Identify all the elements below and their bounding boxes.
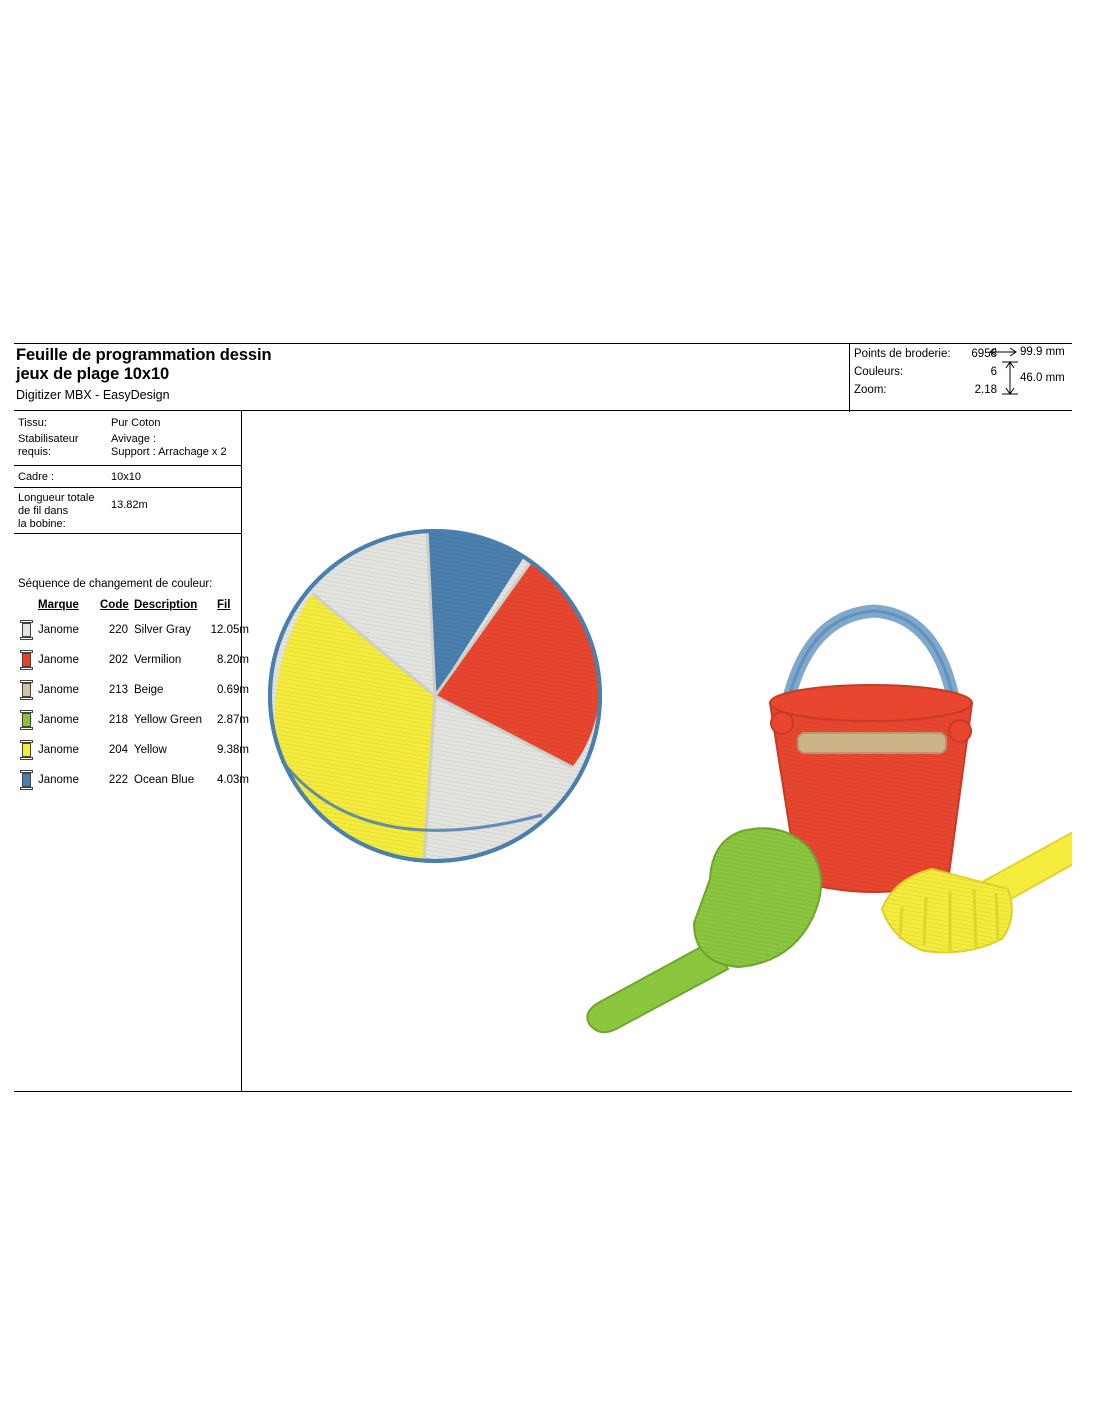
stat-stitches-value: 6958 (971, 348, 997, 360)
color-row (14, 736, 249, 765)
color-brand: Janome (38, 624, 79, 636)
color-description: Yellow (134, 744, 167, 756)
thread-spool-icon (20, 710, 33, 730)
color-row (14, 616, 249, 645)
thread-spool-icon (20, 680, 33, 700)
embroidery-design-illustration (242, 411, 1072, 1091)
column-header-code: Code (100, 599, 129, 611)
stat-colors-label: Couleurs: (854, 366, 904, 378)
color-brand: Janome (38, 744, 79, 756)
color-description: Beige (134, 684, 164, 696)
thread-spool-icon (20, 740, 33, 760)
hoop-label: Cadre : (18, 471, 55, 483)
header-titles (16, 346, 636, 403)
color-brand: Janome (38, 774, 79, 786)
color-brand: Janome (38, 684, 79, 696)
thread-spool-icon (20, 770, 33, 790)
stabilizer-label-1: Stabilisateur (18, 433, 79, 445)
color-code: 220 (108, 624, 128, 636)
color-description: Yellow Green (134, 714, 202, 726)
height-dimension: 46.0 mm (1020, 372, 1065, 384)
header-band (14, 343, 1072, 411)
width-dimension: 99.9 mm (1020, 346, 1065, 358)
bobbin-value: 13.82m (111, 499, 148, 511)
fabric-label: Tissu: (18, 417, 47, 429)
bobbin-label-2: de fil dans (18, 505, 69, 517)
page-title-line1: Feuille de programmation dessin (16, 346, 272, 364)
info-divider-2 (14, 487, 241, 488)
thread-spool-icon (20, 620, 33, 640)
stat-zoom-label: Zoom: (854, 384, 887, 396)
color-brand: Janome (38, 654, 79, 666)
color-brand: Janome (38, 714, 79, 726)
dimension-indicators (988, 346, 1070, 408)
color-thread-length: 4.03m (217, 774, 249, 786)
color-code: 218 (108, 714, 128, 726)
column-header-thread: Fil (217, 599, 231, 611)
color-code: 213 (108, 684, 128, 696)
info-column (14, 411, 249, 1091)
software-name: Digitizer MBX - EasyDesign (16, 388, 170, 402)
stat-colors-value: 6 (990, 366, 997, 378)
hoop-value: 10x10 (111, 471, 141, 483)
info-divider-3 (14, 533, 241, 534)
beach-ball-motif (270, 529, 600, 863)
bobbin-label-1: Longueur totale (18, 492, 95, 504)
stat-zoom-value: 2.18 (974, 384, 997, 396)
color-thread-length: 8.20m (217, 654, 249, 666)
fabric-value: Pur Coton (111, 417, 161, 429)
page-title-line2: jeux de plage 10x10 (16, 365, 170, 383)
info-divider-1 (14, 465, 241, 466)
stabilizer-value-2: Support : Arrachage x 2 (111, 446, 227, 458)
column-header-brand: Marque (38, 599, 79, 611)
color-thread-length: 0.69m (217, 684, 249, 696)
sheet-bottom-rule (14, 1091, 1072, 1092)
stabilizer-label-2: requis: (18, 446, 52, 458)
color-description: Silver Gray (134, 624, 191, 636)
design-preview (242, 411, 1072, 1091)
color-thread-length: 2.87m (217, 714, 249, 726)
color-description: Ocean Blue (134, 774, 195, 786)
color-row (14, 646, 249, 675)
color-thread-length: 9.38m (217, 744, 249, 756)
stat-stitches-label: Points de broderie: (854, 348, 951, 360)
color-row (14, 676, 249, 705)
color-code: 222 (108, 774, 128, 786)
color-description: Vermilion (134, 654, 182, 666)
color-row (14, 766, 249, 795)
color-thread-length: 12.05m (210, 624, 249, 636)
bobbin-label-3: la bobine: (18, 518, 66, 530)
thread-spool-icon (20, 650, 33, 670)
stabilizer-value-1: Avivage : (111, 433, 157, 445)
color-code: 202 (108, 654, 128, 666)
programming-sheet (14, 343, 1072, 1091)
shovel-motif (587, 828, 821, 1032)
column-header-description: Description (134, 599, 198, 611)
color-row (14, 706, 249, 735)
sequence-title: Séquence de changement de couleur: (18, 578, 213, 590)
color-code: 204 (108, 744, 128, 756)
stats-box (849, 344, 1072, 412)
